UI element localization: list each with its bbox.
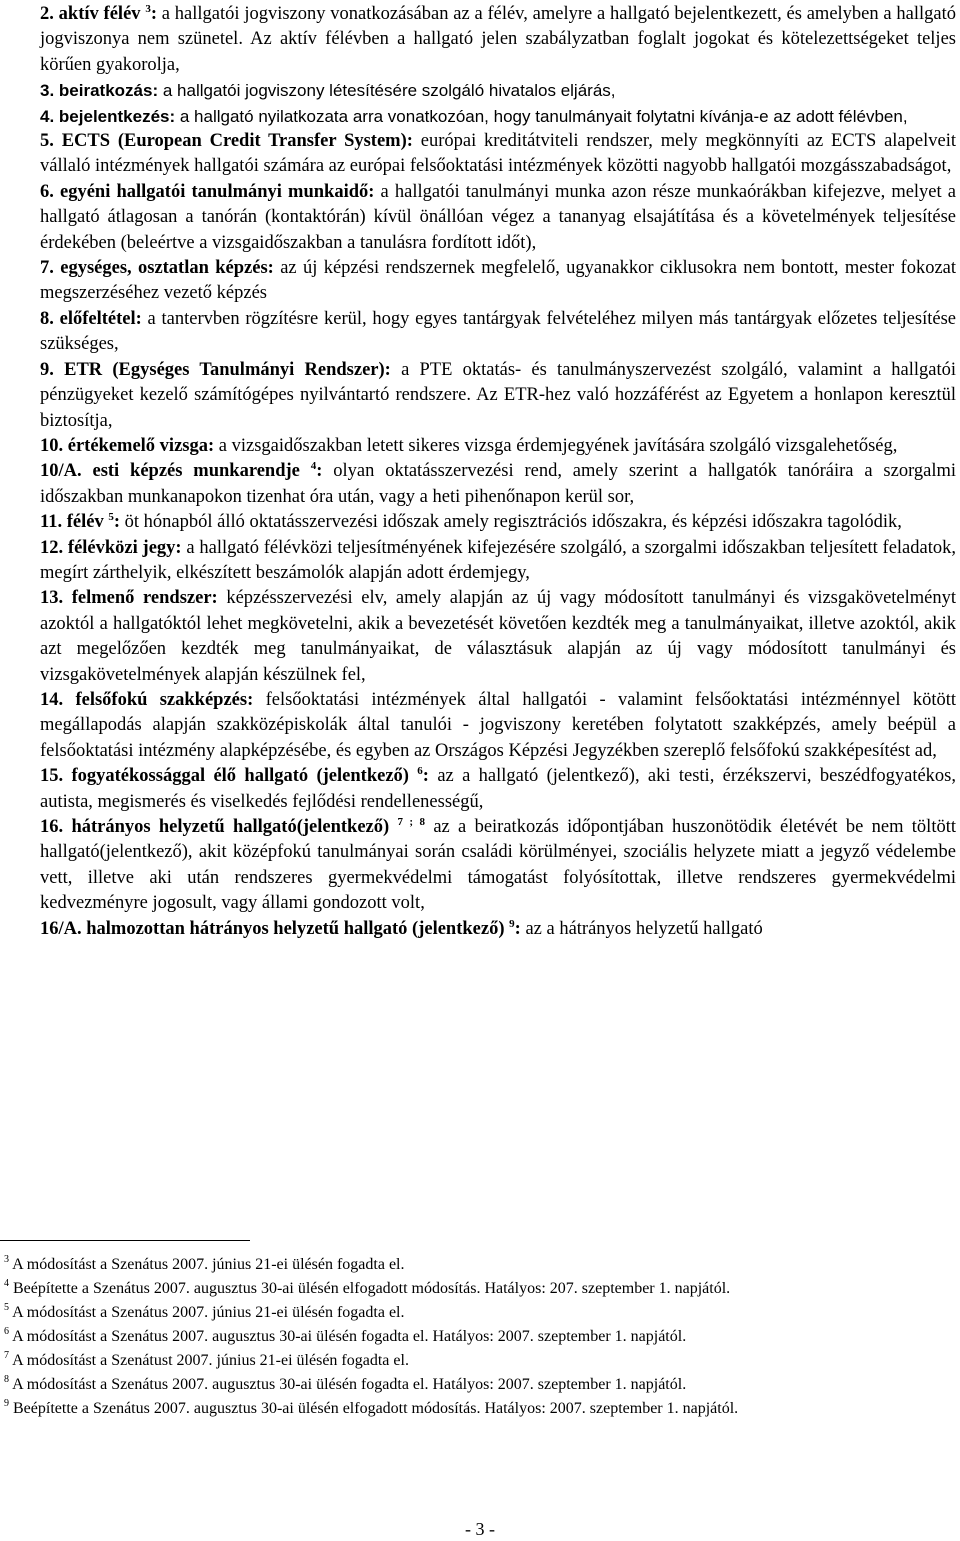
footnote-ref[interactable]: 3 [145,3,151,15]
footnote-text: A módosítást a Szenátus 2007. június 21-ei ülésén fogadta el. [9,1256,405,1273]
item-number: 8. [40,308,54,329]
item-term: felmenő rendszer [71,588,212,609]
item-text: a hallgatói jogviszony létesítésére szolgáló hivatalos eljárás, [158,81,616,101]
item-term: fogyatékossággal élő hallgató (jelentkező) [71,766,409,787]
footnote-text: Beépítette a Szenátus 2007. augusztus 30-ai ülésén elfogadott módosítás. Hatályos: 2007. szeptember 1. napjától. [9,1400,739,1417]
item-number: 16. [40,817,64,837]
definition-item: 16/A. halmozottan hátrányos helyzetű hallgató (jelentkező) $^9$: az a hátrányos helyzetű hallgató [40,917,763,939]
footnote-separator [0,1240,250,1241]
definition-item: 10. értékemelő vizsga: a vizsgaidőszakban letett sikeres vizsga érdemjegyének javítására szolgáló vizsgalehetőség, [40,435,898,456]
item-number: 5. [40,131,54,152]
definition-item: 10/A. esti képzés munkarendje $^4$: olyan oktatásszervezési rend, amely szerint a hallgatók tanóráira a szorgalmi időszakban munkanapokon tizenhat óra után, vagy a heti pihenőnapon kerül sor, [40,460,957,507]
definition-item: 4. bejelentkezés: a hallgató nyilatkozata arra vonatkozóan, hogy tanulmányait folytatni kívánja-e az adott félévben, [40,106,908,126]
footnote [4,1397,956,1421]
item-number: 13. [40,588,64,609]
item-term: felsőfokú szakképzés [75,689,248,710]
item-term: beiratkozás [58,81,153,101]
definition-item: 6. egyéni hallgatói tanulmányi munkaidő: a hallgatói tanulmányi munka azon része munkaórákban kifejezve, melyet a hallgató átlagosan a tanórán (kontaktórán) kívül önállóan végez a tananyag elsajátítása és a követelmények teljesítése érdekében (beleértve a vizsgaidőszakban a tanulásra fordított időt), [40,181,956,253]
item-text: az új képzési rendszernek megfelelő, ugyanakkor ciklusokra nem bontott, mester fokozat megszerzéséhez vezető képzés [40,258,957,304]
item-term: előfeltétel [59,308,136,329]
item-text: a hallgató félévközi teljesítményének kifejezésére szolgáló, a szorgalmi időszakban teljesített feladatok, megírt zárthelyik, elkészített beszámolók alapján adott érdemjegy, [40,537,956,583]
footnote-number: 7 [4,1350,9,1361]
footnote-text: A módosítást a Szenátus 2007. augusztus 30-ai ülésén fogadta el. Hatályos: 2007. szeptember 1. napjától. [9,1328,687,1345]
definition-item: 14. felsőfokú szakképzés: felsőoktatási intézmények által hallgatói - valamint felsőoktatási intézménnyel kötött megállapodás alapján szakközépiskolák által tanulói - jogviszony keretében folytatott szakképzés, amely beépül a felsőoktatási intézmény alapképzésébe, és egyben az Országos Képzési Jegyzékben szereplő felsőfokú szakképesítést ad, [40,689,957,761]
footnote-ref[interactable]: 6 [417,765,423,778]
item-number: 2. [40,4,54,24]
definition-item: 15. fogyatékossággal élő hallgató (jelentkező) $^6$: az a hallgató (jelentkező), aki testi, érzékszervi, beszédfogyatékos, autista, megismerés és viselkedés fejlődési rendellenességű, [40,765,957,812]
footnote-number: 5 [4,1302,9,1313]
item-text: képzésszervezési elv, amely alapján az új vagy módosított tanulmányi és vizsgakövetelményt azoktól a hallgatóktól lehet megkövetelni, akik a bevezetését követően kezdték meg a tanulmányaikat, illetve azoktól, akik azt megelőzően kezdték meg tanulmányaikat, de választásuk alapján az új vagy módosított tanulmányi és vizsgakövetelmények alapján készülnek fel, [40,588,957,685]
item-text: felsőoktatási intézmények által hallgatói - valamint felsőoktatási intézménnyel kötött megállapodás alapján szakközépiskolák által tanulói - jogviszony keretében folytatott szakképzés, amely beépül a felsőoktatási intézmény alapképzésébe, és egyben az Országos Képzési Jegyzékben szereplő felsőfokú szakképesítést ad, [40,689,957,761]
item-number: 9. [40,359,54,380]
item-number: 3. [40,81,55,101]
item-number: 10/A. [40,461,82,482]
footnote-number: 3 [4,1254,9,1265]
footnote [4,1349,956,1373]
footnote-number: 9 [4,1398,9,1409]
item-term: aktív félév [58,4,141,24]
item-term: egyéni hallgatói tanulmányi munkaidő [60,181,369,202]
footnote-ref[interactable]: 4 [310,460,317,473]
definition-item: 12. félévközi jegy: a hallgató félévközi teljesítményének kifejezésére szolgáló, a szorgalmi időszakban teljesített feladatok, megírt zárthelyik, elkészített beszámolók alapján adott érdemjegy, [40,537,956,583]
definition-item: 7. egységes, osztatlan képzés: az új képzési rendszernek megfelelő, ugyanakkor ciklusokra nem bontott, mester fokozat megszerzéséhez vezető képzés [40,258,957,304]
item-number: 4. [40,106,55,126]
footnote-number: 8 [4,1374,9,1385]
item-number: 14. [40,689,64,710]
item-text: öt hónapból álló oktatásszervezési időszak amely regisztrációs időszakra, és képzési időszakra tagolódik, [120,512,902,533]
footnotes [4,1253,956,1421]
definition-item: 5. ECTS (European Credit Transfer System): európai kreditátviteli rendszer, mely megkönnyíti az ECTS alapelveit vállaló intézmények hallgatói számára az európai felsőoktatási intézmények közötti nagyobb hallgatói mozgásszabadságot, [40,131,956,177]
item-number: 11. [40,512,63,533]
footnote [4,1253,956,1277]
item-text: az a beiratkozás időpontjában huszonötödik életévét be nem töltött hallgató(jelentkező), akit középfokú tanulmányai során családi körülményei, szociális helyzete miatt a jegyző védelembe vett, illetve aki után rendszeres gyermekvédelmi támogatást folyósítottak, illetve rendszeres gyermekvédelmi kedvezményre jogosult, vagy állami gondozott volt, [40,817,956,914]
footnote-ref[interactable]: 5 [108,511,114,524]
definition-item: 3. beiratkozás: a hallgatói jogviszony létesítésére szolgáló hivatalos eljárás, [40,81,616,101]
item-term: halmozottan hátrányos helyzetű hallgató (jelentkező) [86,918,505,939]
definition-item: 13. felmenő rendszer: képzésszervezési elv, amely alapján az új vagy módosított tanulmányi és vizsgakövetelményt azoktól a hallgatóktól lehet megkövetelni, akik a bevezetését követően kezdték meg a tanulmányaikat, illetve azoktól, akik azt megelőzően kezdték meg tanulmányaikat, de választásuk alapján az új vagy módosított tanulmányi és vizsgakövetelmények alapján készülnek fel, [40,588,957,685]
item-text: európai kreditátviteli rendszer, mely megkönnyíti az ECTS alapelveit vállaló intézmények hallgatói számára az európai felsőoktatási intézmények közötti nagyobb hallgatói mozgásszabadságot, [40,131,956,177]
item-term: esti képzés munkarendje [92,461,300,482]
definition-item: 11. félév $^5$: öt hónapból álló oktatásszervezési időszak amely regisztrációs időszakra, és képzési időszakra tagolódik, [40,511,902,533]
definition-item: 2. aktív félév $^3$: a hallgatói jogviszony vonatkozásában az a félév, amelyre a hallgató bejelentkezett, és amelyben a hallgató jogviszonya nem szünetel. Az aktív félévben a hallgató jelen szabályzatban foglalt jogokat és kötelezettségeket teljes körűen gyakorolja, [40,3,957,75]
definition-item [40,815,956,917]
item-text: a PTE oktatás- és tanulmányszervezést szolgáló, valamint a hallgatói pénzügyeket kezelő számítógépes nyilvántartó rendszere. Az ETR-hez való hozzáférést az Egyetem a honlapon keresztül biztosítja, [40,359,957,431]
footnote [4,1325,956,1349]
item-number: 6. [40,181,54,202]
definition-item: 9. ETR (Egységes Tanulmányi Rendszer): a PTE oktatás- és tanulmányszervezést szolgáló, valamint a hallgatói pénzügyeket kezelő számítógépes nyilvántartó rendszere. Az ETR-hez való hozzáférést az Egyetem a honlapon keresztül biztosítja, [40,359,957,431]
footnote-text: A módosítást a Szenátus 2007. június 21-ei ülésén fogadta el. [9,1304,405,1321]
item-term: hátrányos helyzetű hallgató(jelentkező) [71,817,390,837]
footnote-number: 6 [4,1326,9,1337]
item-text: a hallgatói jogviszony vonatkozásában az a félév, amelyre a hallgató bejelentkezett, és amelyben a hallgató jogviszonya nem szünetel. Az aktív félévben a hallgató jelen szabályzatban foglalt jogokat és kötelezettségeket teljes körűen gyakorolja, [40,4,957,75]
footnote-text: Beépítette a Szenátus 2007. augusztus 30-ai ülésén elfogadott módosítás. Hatályos: 207. szeptember 1. napjától. [9,1280,731,1297]
item-number: 10. [40,435,64,456]
item-term: bejelentkezés [58,106,170,126]
item-text: a tantervben rögzítésre kerül, hogy egyes tantárgyak felvételéhez milyen más tantárgyak előzetes teljesítése szükséges, [40,308,956,355]
footnote-number: 4 [4,1278,9,1289]
item-text: az a hallgató (jelentkező), aki testi, érzékszervi, beszédfogyatékos, autista, megismerés és viselkedés fejlődési rendellenességű, [40,766,957,812]
document-body [40,0,956,942]
definition-item: 8. előfeltétel: a tantervben rögzítésre kerül, hogy egyes tantárgyak felvételéhez milyen más tantárgyak előzetes teljesítése szükséges, [40,308,956,355]
item-term: félév [66,512,104,533]
item-term: értékemelő vizsga [67,435,208,456]
page-number: - 3 - [465,1519,495,1539]
item-text: a hallgató nyilatkozata arra vonatkozóan, hogy tanulmányait folytatni kívánja-e az adott félévben, [175,106,908,126]
item-number: 16/A. [40,918,82,939]
footnote-text: A módosítást a Szenátus 2007. augusztus 30-ai ülésén fogadta el. Hatályos: 2007. szeptember 1. napjától. [9,1376,687,1393]
item-number: 15. [40,766,64,787]
item-number: 7. [40,258,54,279]
footnote [4,1373,956,1397]
footnote [4,1277,956,1301]
item-number: 12. [40,537,64,558]
item-text: a hallgatói tanulmányi munka azon része munkaórákban kifejezve, melyet a hallgató átlagosan a tanórán (kontaktórán) kívül önállóan végez a tananyag elsajátítása és a követelmények teljesítése érdekében (beleértve a vizsgaidőszakban a tanulásra fordított időt), [40,181,956,253]
footnote [4,1301,956,1325]
footnote-ref[interactable]: 7 ; 8 [397,816,426,828]
item-text: olyan oktatásszervezési rend, amely szerint a hallgatók tanóráira a szorgalmi időszakban munkanapokon tizenhat óra után, vagy a heti pihenőnapon kerül sor, [40,461,957,507]
footnote-ref[interactable]: 9 [509,917,515,930]
item-text: az a hátrányos helyzetű hallgató [520,918,763,939]
item-term: egységes, osztatlan képzés [60,258,268,279]
item-term: ETR (Egységes Tanulmányi Rendszer) [64,359,385,380]
item-term: ECTS (European Credit Transfer System) [61,131,407,152]
footnote-text: A módosítást a Szenátust 2007. június 21-ei ülésén fogadta el. [9,1352,409,1369]
item-text: a vizsgaidőszakban letett sikeres vizsga érdemjegyének javítására szolgáló vizsgalehetőség, [214,435,898,456]
item-term: félévközi jegy [67,537,176,558]
